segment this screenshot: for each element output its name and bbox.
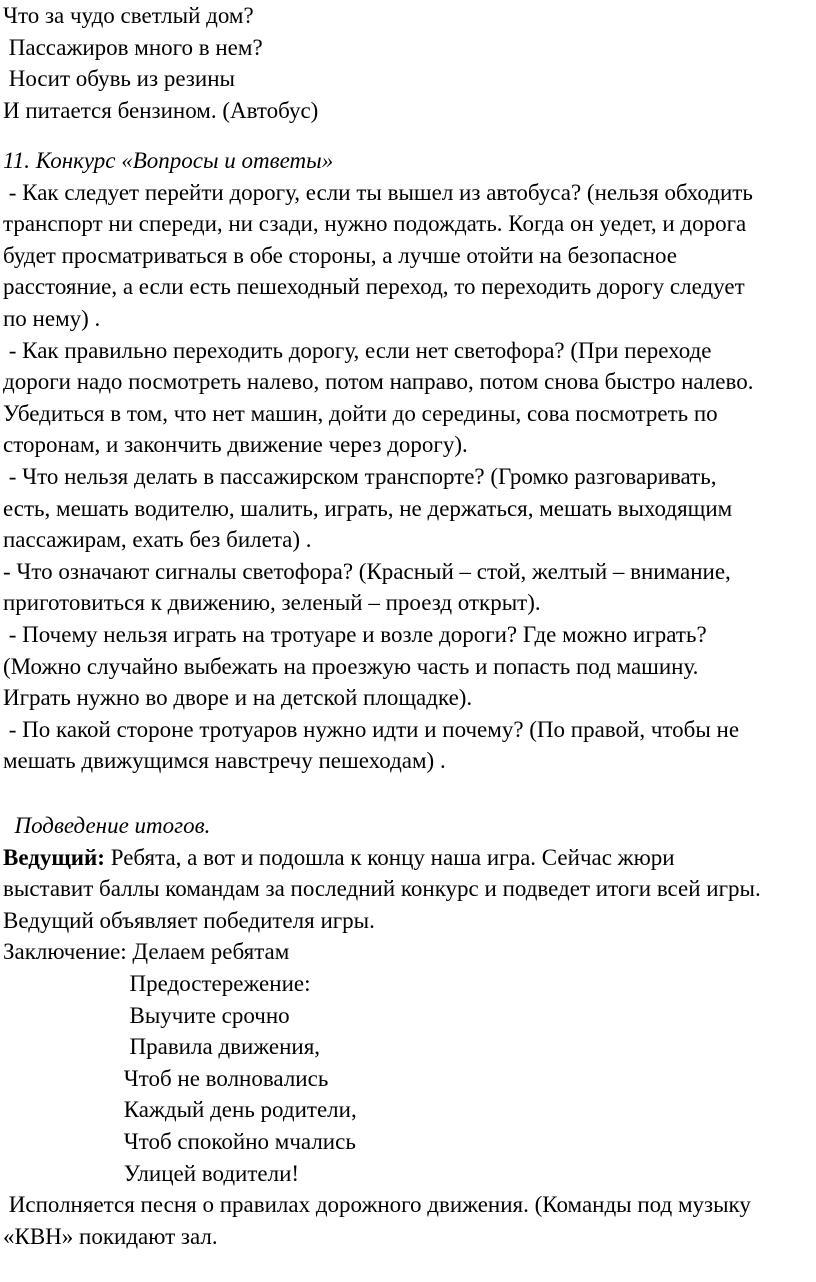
contest-line: - По какой стороне тротуаров нужно идти и почему? (По правой, чтобы не — [3, 716, 740, 742]
poem-line: Чтоб спокойно мчались — [3, 1128, 356, 1154]
contest-line: есть, мешать водителю, шалить, играть, не держаться, мешать выходящим — [3, 495, 733, 521]
summary-line: Ведущий объявляет победителя игры. — [3, 907, 375, 933]
contest-line: расстояние, а если есть пешеходный переход, то переходить дорогу следует — [3, 274, 745, 300]
contest-line: Играть нужно во дворе и на детской площадке). — [3, 685, 473, 711]
poem-line: Каждый день родители, — [3, 1097, 357, 1123]
poem-line: Правила движения, — [3, 1034, 321, 1060]
contest-line: - Почему нельзя играть на тротуаре и возле дороги? Где можно играть? — [3, 621, 707, 647]
contest-line: транспорт ни спереди, ни сзади, нужно подождать. Когда он уедет, и дорога — [3, 211, 747, 237]
contest-line: (Можно случайно выбежать на проезжую часть и попасть под машину. — [3, 653, 699, 679]
contest-line: - Что нельзя делать в пассажирском транспорте? (Громко разговаривать, — [3, 463, 717, 489]
contest-line: - Как правильно переходить дорогу, если нет светофора? (При переходе — [3, 337, 712, 363]
poem-line: Предостережение: — [3, 970, 311, 996]
poem-line: Чтоб не волновались — [3, 1065, 329, 1091]
contest-line: Убедиться в том, что нет машин, дойти до середины, сова посмотреть по — [3, 400, 718, 426]
contest-line: мешать движущимся навстречу пешеходам) . — [3, 748, 446, 774]
host-text: Ребята, а вот и подошла к концу наша игра. Сейчас жюри — [104, 844, 675, 870]
riddle-line: Что за чудо светлый дом? — [3, 3, 254, 28]
contest-line: дороги надо посмотреть налево, потом направо, потом снова быстро налево. — [3, 369, 754, 395]
summary-line: «КВН» покидают зал. — [3, 1223, 218, 1249]
poem-line: Выучите срочно — [3, 1002, 290, 1028]
summary-line: выставит баллы командам за последний конкурс и подведет итоги всей игры. — [3, 876, 761, 902]
host-line — [3, 842, 813, 874]
contest-line: сторонам, и закончить движение через дорогу). — [3, 432, 468, 458]
summary-block — [3, 810, 813, 1252]
summary-heading: Подведение итогов. — [3, 813, 211, 838]
riddle-line: Носит обувь из резины — [3, 66, 235, 92]
contest-line: приготовиться к движению, зеленый – проезд открыт). — [3, 590, 541, 616]
contest-heading: 11. Конкурс «Вопросы и ответы» — [3, 148, 334, 173]
riddle-line: И питается бензином. (Автобус) — [3, 97, 319, 123]
contest-block — [3, 145, 813, 777]
summary-line: Заключение: Делаем ребятам — [3, 939, 290, 965]
riddle-line: Пассажиров много в нем? — [3, 34, 263, 60]
contest-line: пассажирам, ехать без билета) . — [3, 527, 312, 553]
riddle-block — [3, 0, 813, 126]
contest-line: будет просматриваться в обе стороны, а лучше отойти на безопасное — [3, 242, 677, 268]
host-label: Ведущий: — [3, 844, 105, 870]
contest-line: - Что означают сигналы светофора? (Красный – стой, желтый – внимание, — [3, 558, 731, 584]
summary-line: Исполняется песня о правилах дорожного движения. (Команды под музыку — [3, 1192, 751, 1218]
contest-line: по нему) . — [3, 305, 101, 331]
contest-line: - Как следует перейти дорогу, если ты вышел из автобуса? (нельзя обходить — [3, 179, 753, 205]
poem-line: Улицей водители! — [3, 1160, 300, 1186]
